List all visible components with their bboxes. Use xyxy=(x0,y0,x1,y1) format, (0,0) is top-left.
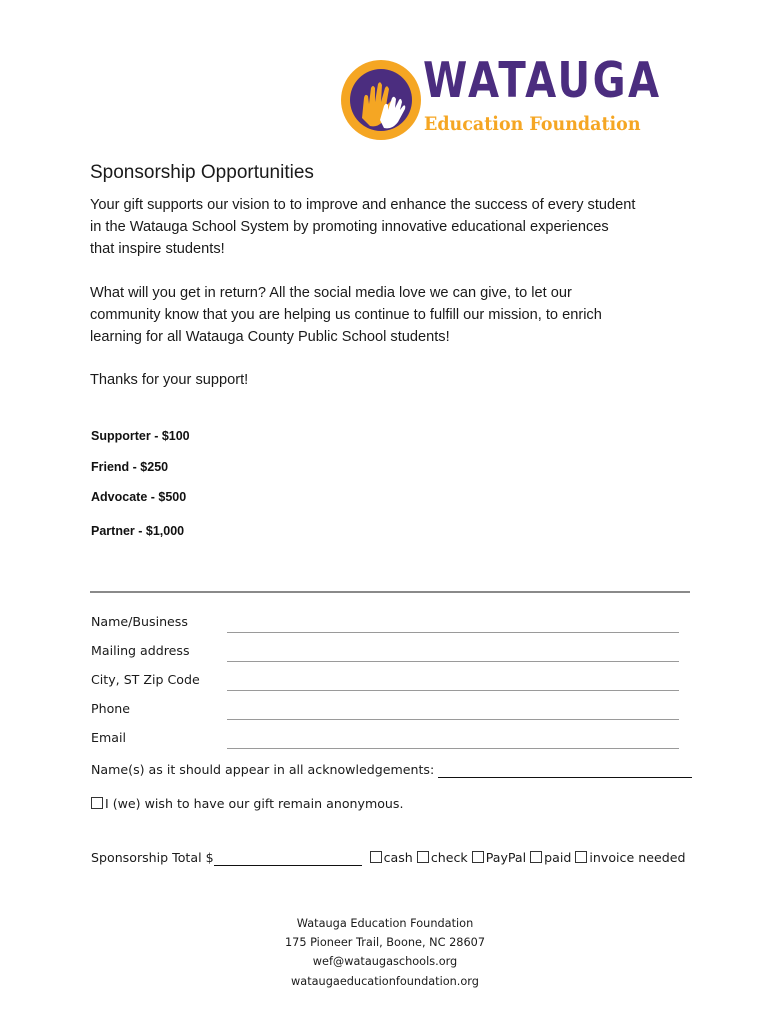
paid-checkbox[interactable] xyxy=(530,851,542,863)
return-paragraph xyxy=(90,282,680,348)
footer-email[interactable]: wef@wataugaschools.org xyxy=(312,955,458,968)
intro-paragraph xyxy=(90,194,680,260)
logo-hands-icon xyxy=(340,58,422,142)
paid-label: paid xyxy=(544,850,572,865)
return-line: What will you get in return? All the social media love we can give, to let our xyxy=(90,285,572,301)
mailing-address-field[interactable] xyxy=(227,661,679,662)
cash-checkbox[interactable] xyxy=(370,851,382,863)
footer-address: 175 Pioneer Trail, Boone, NC 28607 xyxy=(284,936,486,949)
check-label: check xyxy=(430,850,468,865)
page-title: Sponsorship Opportunities xyxy=(90,162,314,183)
tier-partner: Partner - $1,000 xyxy=(91,524,185,538)
thanks-paragraph xyxy=(90,369,680,391)
label-email: Email xyxy=(91,730,126,745)
total-label: Sponsorship Total $ xyxy=(91,850,214,865)
tier-advocate: Advocate - $500 xyxy=(91,490,187,504)
intro-line: that inspire students! xyxy=(90,241,225,257)
acknowledgement-row xyxy=(91,762,692,778)
anonymous-row xyxy=(91,796,403,811)
total-amount-field[interactable] xyxy=(214,850,362,866)
return-line: community know that you are helping us continue to fulfill our mission, to enrich xyxy=(90,307,602,323)
logo-wordmark: WATAUGA xyxy=(423,52,662,109)
logo-subtitle: Education Foundation xyxy=(424,113,641,135)
cash-label: cash xyxy=(383,850,413,865)
label-phone: Phone xyxy=(91,701,131,716)
label-mailing-address: Mailing address xyxy=(91,643,190,658)
label-name-business: Name/Business xyxy=(91,614,188,629)
tier-supporter: Supporter - $100 xyxy=(91,429,190,443)
name-business-field[interactable] xyxy=(227,632,679,633)
email-field[interactable] xyxy=(227,748,679,749)
invoice-checkbox[interactable] xyxy=(575,851,587,863)
paypal-label: PayPal xyxy=(485,850,527,865)
thanks-line: Thanks for your support! xyxy=(90,372,249,388)
paypal-checkbox[interactable] xyxy=(472,851,484,863)
footer-website[interactable]: wataugaeducationfoundation.org xyxy=(291,975,479,988)
return-line: learning for all Watauga County Public School students! xyxy=(90,329,450,345)
phone-field[interactable] xyxy=(227,719,679,720)
section-divider xyxy=(90,591,690,593)
tier-friend: Friend - $250 xyxy=(91,460,169,474)
total-row xyxy=(91,850,685,866)
invoice-label: invoice needed xyxy=(589,850,686,865)
intro-line: Your gift supports our vision to to improve and enhance the success of every student xyxy=(90,197,636,213)
anonymous-label: I (we) wish to have our gift remain anonymous. xyxy=(105,796,404,811)
anonymous-checkbox[interactable] xyxy=(91,797,103,809)
footer-org: Watauga Education Foundation xyxy=(296,917,474,930)
city-state-zip-field[interactable] xyxy=(227,690,679,691)
acknowledgement-label: Name(s) as it should appear in all acknowledgements: xyxy=(91,762,435,777)
intro-line: in the Watauga School System by promoting innovative educational experiences xyxy=(90,219,609,235)
label-city-state-zip: City, ST Zip Code xyxy=(91,672,200,687)
acknowledgement-field[interactable] xyxy=(438,762,692,778)
check-checkbox[interactable] xyxy=(417,851,429,863)
